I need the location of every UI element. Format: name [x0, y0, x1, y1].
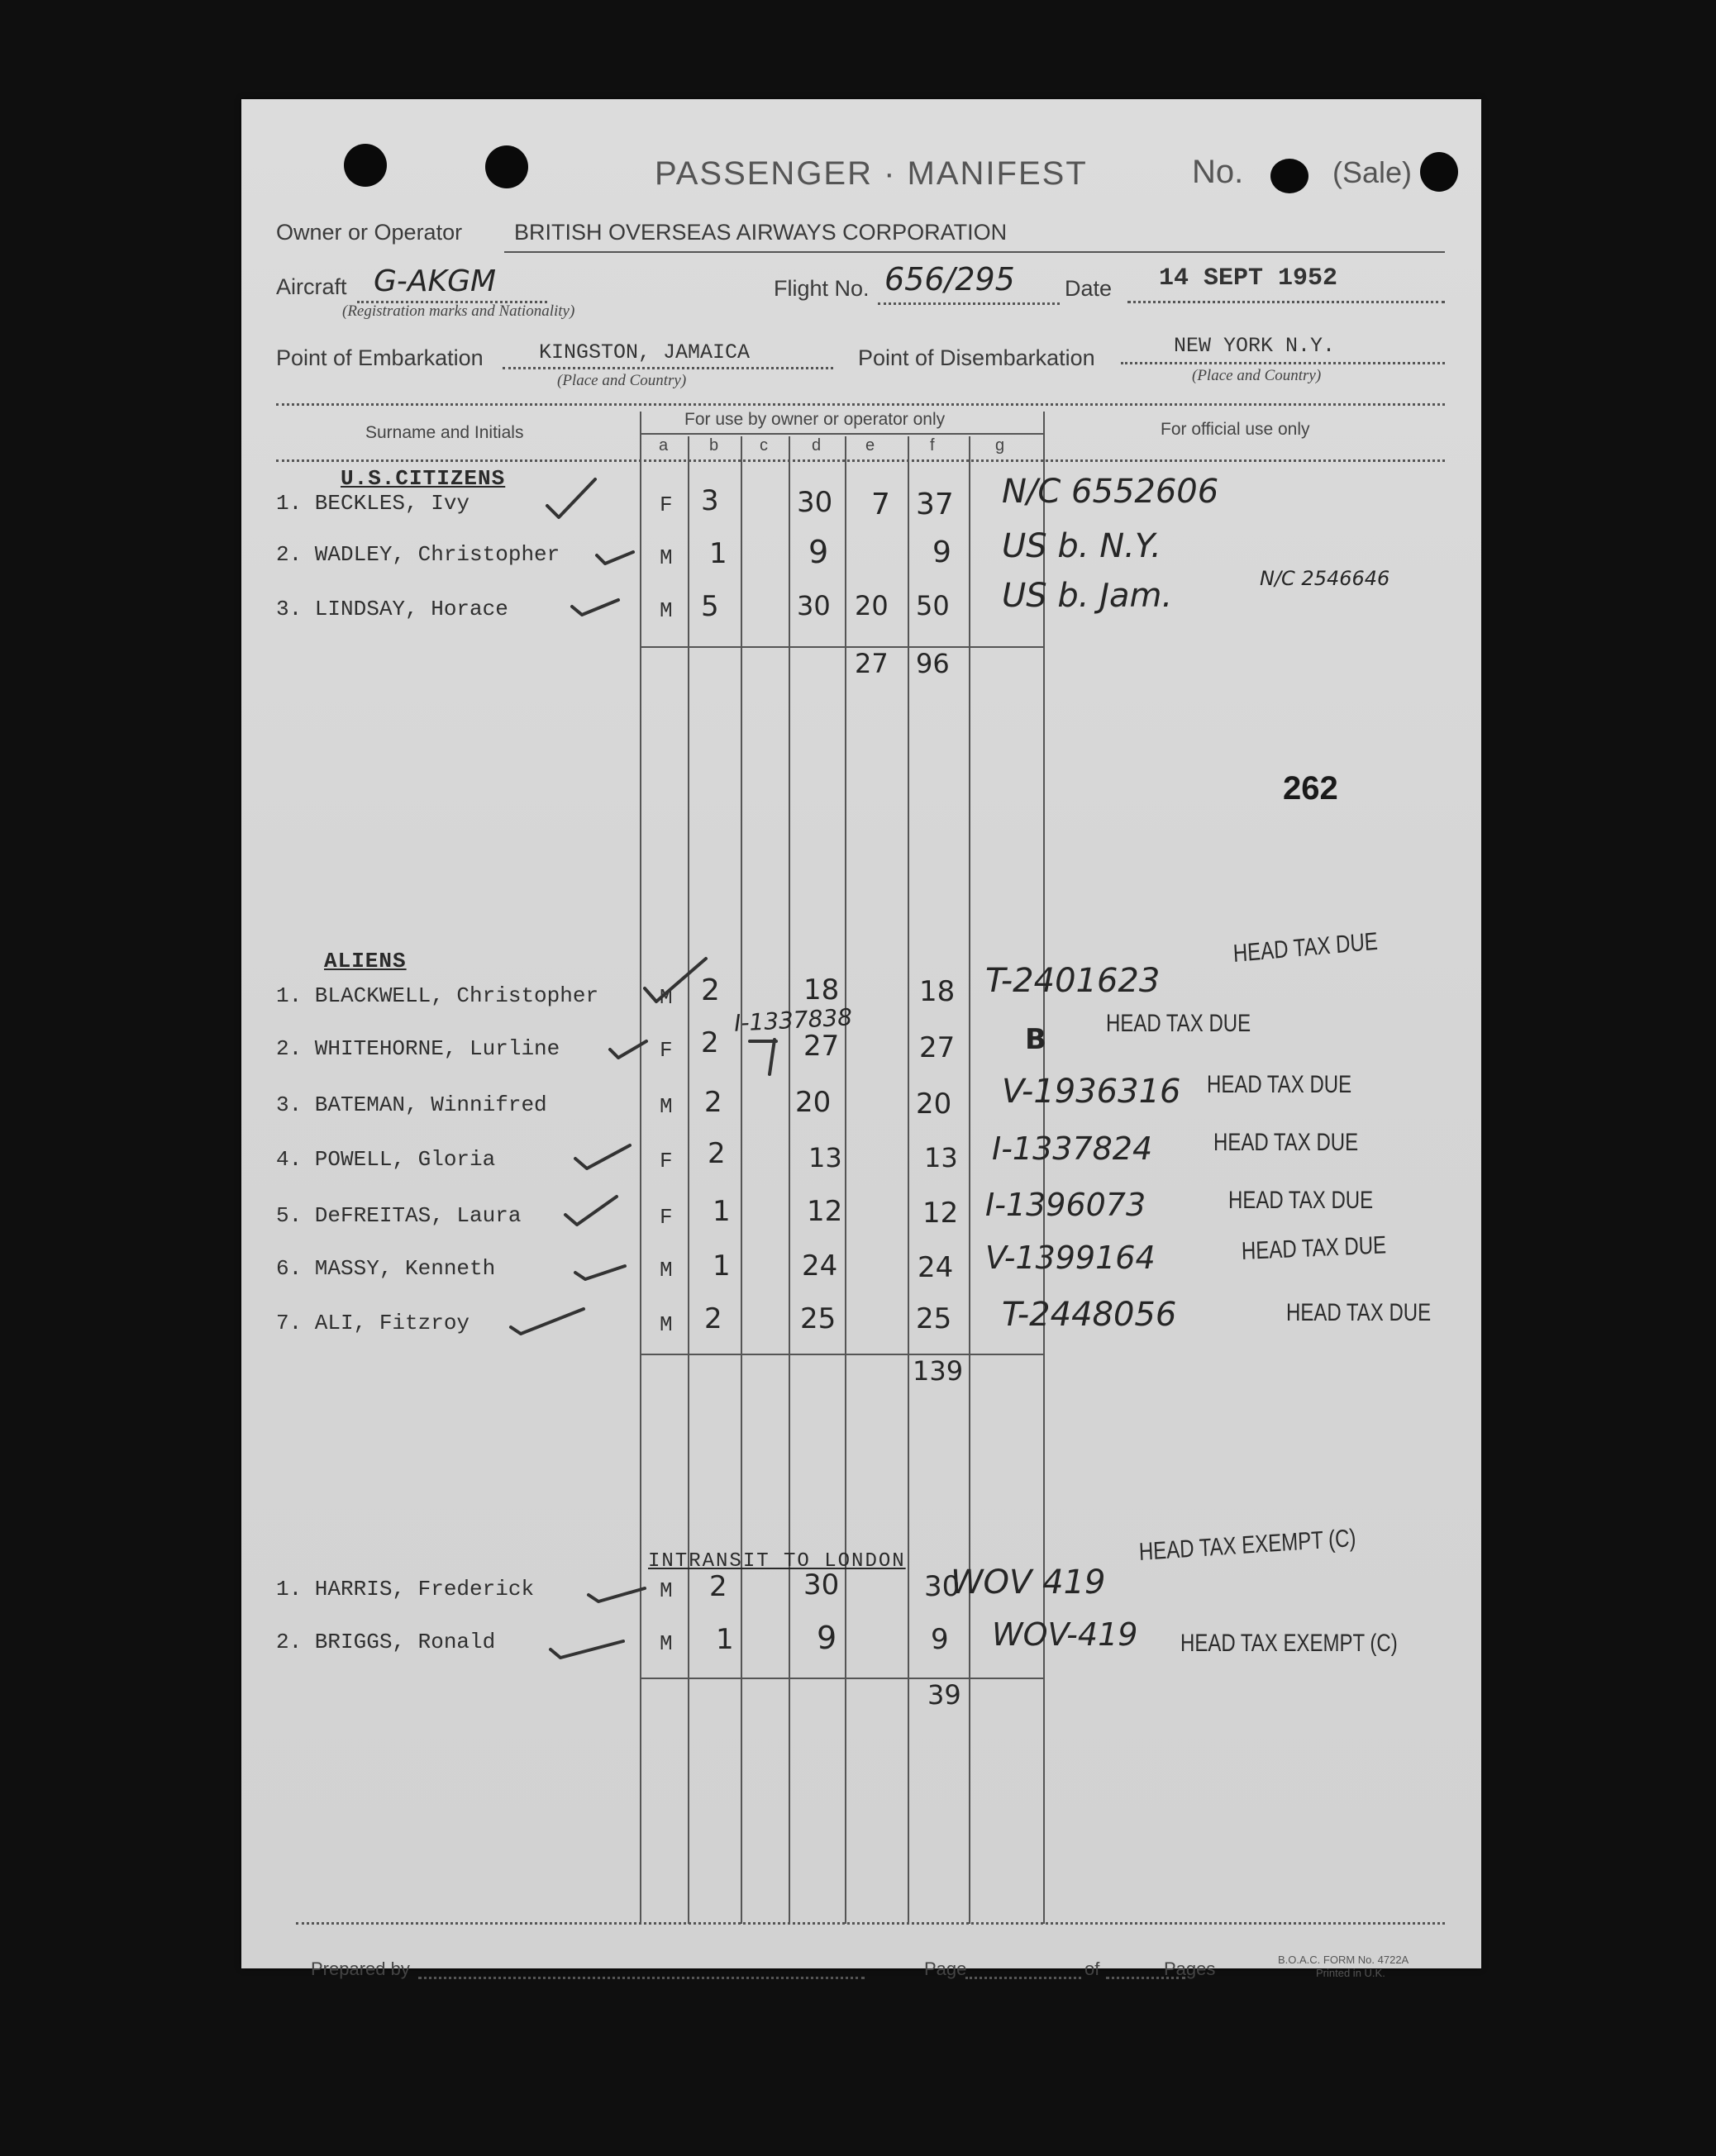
us-row-1-e: 7 [871, 488, 890, 521]
manifest-number-suffix: (Sale) [1332, 155, 1413, 189]
flight-label: Flight No. [774, 276, 870, 301]
us-row-2-a: M [660, 545, 673, 570]
alien-row-5-b: 1 [713, 1195, 731, 1228]
transit-row-1-d: 30 [803, 1568, 840, 1602]
subcol-b: b [709, 436, 719, 455]
check-icon [551, 1641, 623, 1658]
us-row-2-official: US b. N.Y. [1002, 527, 1161, 565]
aircraft-label: Aircraft [276, 274, 347, 299]
alien-row-7-name: 7. ALI, Fitzroy [276, 1311, 470, 1335]
owner-value: BRITISH OVERSEAS AIRWAYS CORPORATION [514, 220, 1008, 245]
alien-row-2-d: 27 [803, 1030, 840, 1063]
manifest-sheet [241, 99, 1481, 1979]
alien-row-3-name: 3. BATEMAN, Winnifred [276, 1092, 547, 1117]
page-label: Page [924, 1958, 967, 1979]
manifest-number-label: No. [1192, 154, 1244, 190]
alien-row-7-b: 2 [704, 1302, 722, 1335]
subcol-g: g [995, 436, 1005, 455]
alien-row-1-tax-status: HEAD TAX DUE [1232, 927, 1379, 968]
alien-row-4-f: 13 [924, 1142, 958, 1173]
alien-row-1-d: 18 [803, 973, 840, 1007]
transit-row-1-name: 1. HARRIS, Frederick [276, 1577, 535, 1602]
check-icon [547, 479, 595, 517]
transit-row-1-b: 2 [709, 1570, 727, 1603]
us-total-f: 96 [916, 648, 950, 679]
punch-hole-right [1420, 152, 1458, 192]
alien-row-6-name: 6. MASSY, Kenneth [276, 1256, 496, 1281]
alien-row-4-name: 4. POWELL, Gloria [276, 1147, 496, 1172]
subcol-a: a [659, 436, 669, 455]
punch-hole-left [344, 144, 387, 187]
column-official-header: For official use only [1161, 420, 1310, 439]
alien-row-4-b: 2 [708, 1137, 726, 1170]
us-row-3-d: 30 [797, 590, 831, 621]
us-row-2-name: 2. WADLEY, Christopher [276, 542, 560, 567]
check-icon [511, 1309, 584, 1334]
check-icon [572, 600, 618, 615]
check-icon [597, 552, 633, 564]
alien-row-6-a: M [660, 1258, 673, 1283]
alien-row-6-official: V-1399164 [985, 1240, 1156, 1276]
embarkation-value: KINGSTON, JAMAICA [539, 340, 751, 364]
alien-row-7-official: T-2448056 [1002, 1296, 1177, 1334]
form-number: B.O.A.C. FORM No. 4722A [1278, 1954, 1409, 1966]
check-icon [575, 1145, 630, 1168]
alien-row-7-tax-status: HEAD TAX DUE [1286, 1299, 1432, 1326]
flight-value: 656/295 [884, 261, 1015, 297]
transit-row-2-name: 2. BRIGGS, Ronald [276, 1630, 496, 1654]
punch-hole-center [485, 145, 528, 188]
transit-row-2-b: 1 [716, 1623, 734, 1656]
alien-row-7-f: 25 [916, 1302, 952, 1335]
aircraft-value: G-AKGM [374, 264, 497, 298]
date-value: 14 SEPT 1952 [1159, 264, 1338, 293]
alien-row-5-tax-status: HEAD TAX DUE [1228, 1187, 1374, 1214]
of-label: of [1084, 1958, 1100, 1979]
transit-row-2-f: 9 [931, 1623, 949, 1656]
us-row-3-a: M [660, 598, 673, 623]
alien-row-1-a: M [660, 985, 673, 1010]
disembarkation-value: NEW YORK N.Y. [1174, 334, 1336, 358]
transit-row-2-a: M [660, 1631, 673, 1656]
column-names-header: Surname and Initials [365, 423, 524, 442]
alien-row-1-f: 18 [919, 975, 956, 1008]
aircraft-note: (Registration marks and Nationality) [342, 302, 575, 320]
alien-row-2-note: I-1337838 [733, 1003, 853, 1037]
aliens-total-f: 139 [913, 1355, 964, 1387]
us-row-3-name: 3. LINDSAY, Horace [276, 597, 508, 621]
transit-row-1-tax-status: HEAD TAX EXEMPT (C) [1138, 1524, 1357, 1566]
embarkation-note: (Place and Country) [557, 372, 687, 389]
transit-row-1-a: M [660, 1578, 673, 1603]
alien-row-4-tax-status: HEAD TAX DUE [1213, 1129, 1359, 1156]
punch-hole-number [1270, 159, 1308, 193]
alien-row-2-a: F [660, 1038, 673, 1063]
column-owner-header: For use by owner or operator only [684, 410, 946, 429]
check-icon [645, 959, 706, 1002]
us-row-3-official-2: N/C 2546646 [1260, 567, 1390, 590]
us-row-2-b: 1 [709, 537, 727, 570]
alien-row-5-f: 12 [922, 1197, 959, 1230]
alien-row-3-official: V-1936316 [1002, 1073, 1181, 1111]
alien-row-6-f: 24 [918, 1251, 954, 1284]
transit-row-2-d: 9 [817, 1620, 837, 1656]
alien-row-1-official: T-2401623 [985, 962, 1161, 1000]
transit-total-f: 39 [927, 1679, 961, 1711]
alien-row-7-a: M [660, 1312, 673, 1337]
alien-row-3-tax-status: HEAD TAX DUE [1207, 1071, 1352, 1098]
section-heading-aliens: ALIENS [324, 949, 407, 973]
us-row-1-name: 1. BECKLES, Ivy [276, 491, 470, 516]
alien-row-4-d: 13 [808, 1142, 842, 1173]
alien-row-2-f: 27 [919, 1031, 956, 1064]
us-total-e: 27 [855, 648, 889, 679]
subcol-f: f [930, 436, 935, 455]
printed-in: Printed in U.K. [1316, 1967, 1385, 1979]
alien-row-3-f: 20 [916, 1088, 952, 1121]
subcol-e: e [865, 436, 875, 455]
page-stamp-number: 262 [1283, 770, 1338, 807]
pages-label: Pages [1164, 1958, 1216, 1979]
alien-row-6-tax-status: HEAD TAX DUE [1241, 1231, 1387, 1265]
us-row-1-f: 37 [916, 488, 954, 521]
alien-row-6-b: 1 [713, 1249, 731, 1283]
us-row-1-b: 3 [701, 484, 719, 517]
alien-row-2-name: 2. WHITEHORNE, Lurline [276, 1036, 560, 1061]
us-row-2-f: 9 [932, 535, 951, 569]
alien-row-7-d: 25 [800, 1302, 837, 1335]
alien-row-6-d: 24 [802, 1249, 838, 1283]
transit-row-2-official: WOV-419 [992, 1616, 1138, 1653]
prepared-by-label: Prepared by [311, 1958, 410, 1979]
disembarkation-label: Point of Disembarkation [858, 345, 1095, 370]
section-heading-transit: INTRANSIT TO LONDON [648, 1550, 906, 1573]
us-row-3-b: 5 [701, 590, 719, 623]
alien-row-2-official: B [1025, 1023, 1046, 1056]
us-row-2-d: 9 [808, 534, 829, 570]
transit-row-2-tax-status: HEAD TAX EXEMPT (C) [1180, 1630, 1398, 1657]
us-row-1-official: N/C 6552606 [1002, 473, 1219, 511]
alien-row-2-tax-status: HEAD TAX DUE [1106, 1010, 1251, 1037]
subcol-c: c [760, 436, 768, 455]
embarkation-label: Point of Embarkation [276, 345, 484, 370]
check-icon [589, 1588, 645, 1602]
alien-row-5-d: 12 [807, 1195, 843, 1228]
us-row-3-e: 20 [855, 590, 889, 621]
disembarkation-note: (Place and Country) [1192, 367, 1322, 384]
check-icon [575, 1266, 625, 1279]
alien-row-4-official: I-1337824 [992, 1130, 1153, 1167]
us-row-3-official: US b. Jam. [1002, 577, 1173, 615]
us-row-1-a: F [660, 493, 673, 517]
alien-row-3-b: 2 [704, 1086, 722, 1119]
transit-row-1-f: 30 [924, 1570, 960, 1603]
us-row-1-d: 30 [797, 486, 833, 519]
strike-mark [770, 1040, 775, 1074]
alien-row-3-a: M [660, 1094, 673, 1119]
alien-row-1-name: 1. BLACKWELL, Christopher [276, 983, 599, 1008]
alien-row-2-b: 2 [701, 1026, 719, 1059]
alien-row-5-a: F [660, 1205, 673, 1230]
transit-row-1-official: WOV 419 [951, 1563, 1106, 1602]
date-label: Date [1065, 276, 1113, 301]
alien-row-5-official: I-1396073 [985, 1187, 1146, 1223]
alien-row-5-name: 5. DeFREITAS, Laura [276, 1203, 522, 1228]
section-heading-us-citizens: U.S.CITIZENS [341, 466, 506, 491]
alien-row-3-d: 20 [795, 1086, 832, 1119]
subcol-d: d [812, 436, 822, 455]
owner-label: Owner or Operator [276, 220, 463, 245]
alien-row-1-b: 2 [701, 973, 720, 1007]
check-icon [565, 1197, 617, 1225]
us-row-3-f: 50 [916, 590, 950, 621]
form-title: PASSENGER · MANIFEST [655, 155, 1088, 192]
alien-row-4-a: F [660, 1149, 673, 1173]
